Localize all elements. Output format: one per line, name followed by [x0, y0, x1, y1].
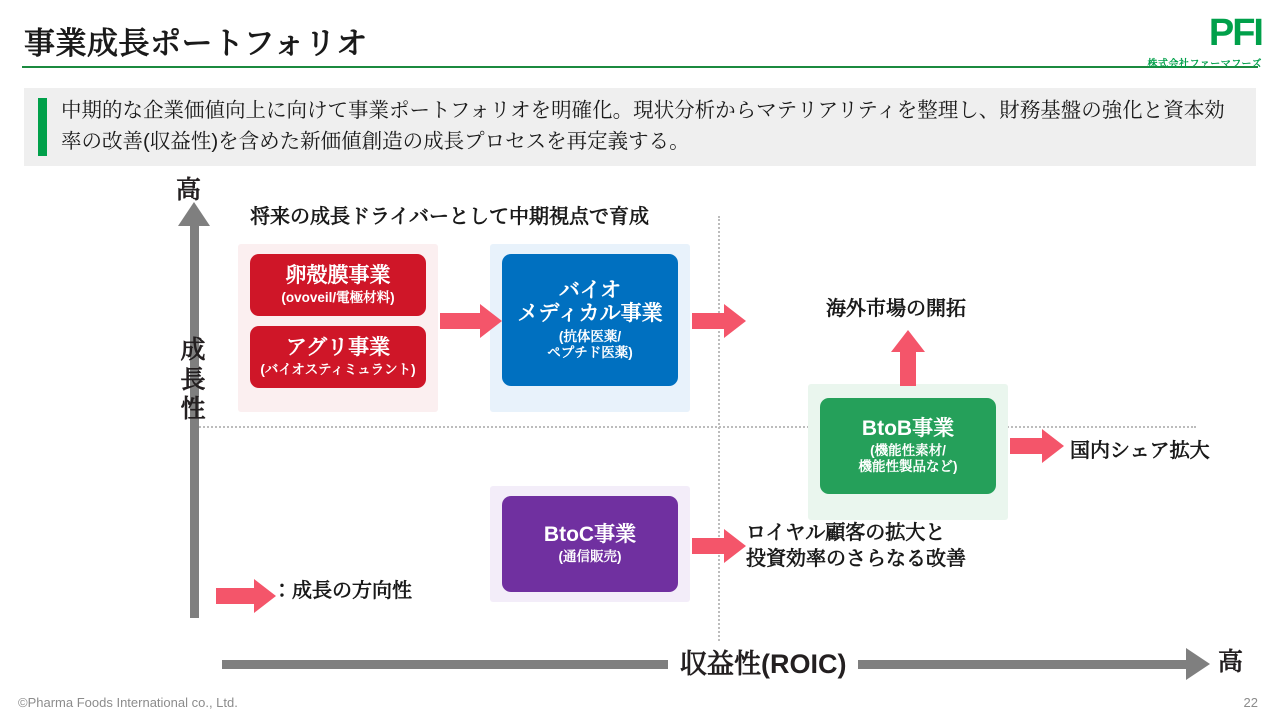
- caption-loyal-line1: ロイヤル顧客の拡大と: [746, 522, 946, 544]
- box-btob-subtitle-line1: (機能性素材/: [870, 443, 946, 459]
- x-axis-arrowhead-icon: [1186, 648, 1210, 680]
- footer-page-number: 22: [1243, 695, 1258, 710]
- box-btoc-subtitle: (通信販売): [558, 549, 622, 565]
- box-btoc-title: BtoC事業: [543, 522, 637, 546]
- arrow-btob-to-domestic-icon: [1010, 438, 1042, 454]
- box-btob-title: BtoB事業: [861, 416, 955, 440]
- box-biomedical-business: [502, 254, 678, 386]
- summary-text: 中期的な企業価値向上に向けて事業ポートフォリオを明確化。現状分析からマテリアリティを整理し、財務基盤の強化と資本効率の改善(収益性)を含めた新価値創造の成長プロセスを再定義する。: [61, 99, 1225, 153]
- title-divider: [22, 66, 1258, 68]
- box-agri-subtitle: (バイオスティミュラント): [260, 362, 416, 378]
- y-axis-title-char-1: 成: [180, 336, 206, 364]
- box-biomedical-subtitle-line2: ペプチド医薬): [547, 345, 633, 361]
- x-axis-title: 収益性(ROIC): [668, 642, 858, 681]
- guide-line-horizontal: [196, 426, 1196, 428]
- company-logo: [1112, 14, 1262, 70]
- box-ovoveil-business: [250, 254, 426, 316]
- logo-mark-text: PFI: [1208, 12, 1262, 54]
- page-title: 事業成長ポートフォリオ: [24, 26, 368, 61]
- arrow-btob-up-icon: [900, 352, 916, 386]
- box-biomedical-title-line1: バイオ: [558, 278, 622, 302]
- box-btob-business: [820, 398, 996, 494]
- box-ovoveil-title: 卵殻膜事業: [285, 263, 391, 287]
- y-axis-title-char-2: 長: [180, 365, 206, 394]
- box-ovoveil-subtitle: (ovoveil/電極材料): [281, 290, 395, 306]
- y-axis-title-char-3: 性: [180, 395, 206, 423]
- box-biomedical-title-line2: メディカル事業: [517, 302, 663, 326]
- caption-growth-driver: 将来の成長ドライバーとして中期視点で育成: [250, 206, 649, 228]
- legend-arrow-icon: [216, 588, 254, 604]
- legend-label: ：成長の方向性: [272, 580, 412, 602]
- x-axis-high-label: 高: [1218, 648, 1244, 676]
- box-btob-subtitle-line2: 機能性製品など): [858, 459, 958, 475]
- box-agri-title: アグリ事業: [285, 335, 391, 359]
- summary-box: [24, 88, 1256, 166]
- caption-domestic-share: 国内シェア拡大: [1070, 440, 1210, 462]
- portfolio-chart: [0, 176, 1280, 686]
- logo-company-name: 株式会社ファーマフーズ: [1147, 59, 1262, 70]
- caption-overseas-market: 海外市場の開拓: [826, 298, 966, 320]
- footer-copyright: ©Pharma Foods International co., Ltd.: [18, 695, 238, 710]
- arrow-biomedical-to-overseas-icon: [692, 313, 724, 329]
- summary-accent-bar: [38, 98, 47, 156]
- arrow-drivers-to-biomedical-icon: [440, 313, 480, 329]
- box-agri-business: [250, 326, 426, 388]
- caption-loyal-customers: [746, 520, 966, 573]
- guide-line-vertical: [718, 216, 720, 660]
- y-axis-title: [178, 336, 208, 425]
- caption-loyal-line2: 投資効率のさらなる改善: [746, 548, 966, 571]
- y-axis-high-label: 高: [176, 176, 202, 204]
- arrow-btoc-to-loyal-icon: [692, 538, 724, 554]
- box-biomedical-subtitle-line1: (抗体医薬/: [558, 328, 622, 344]
- box-btoc-business: [502, 496, 678, 592]
